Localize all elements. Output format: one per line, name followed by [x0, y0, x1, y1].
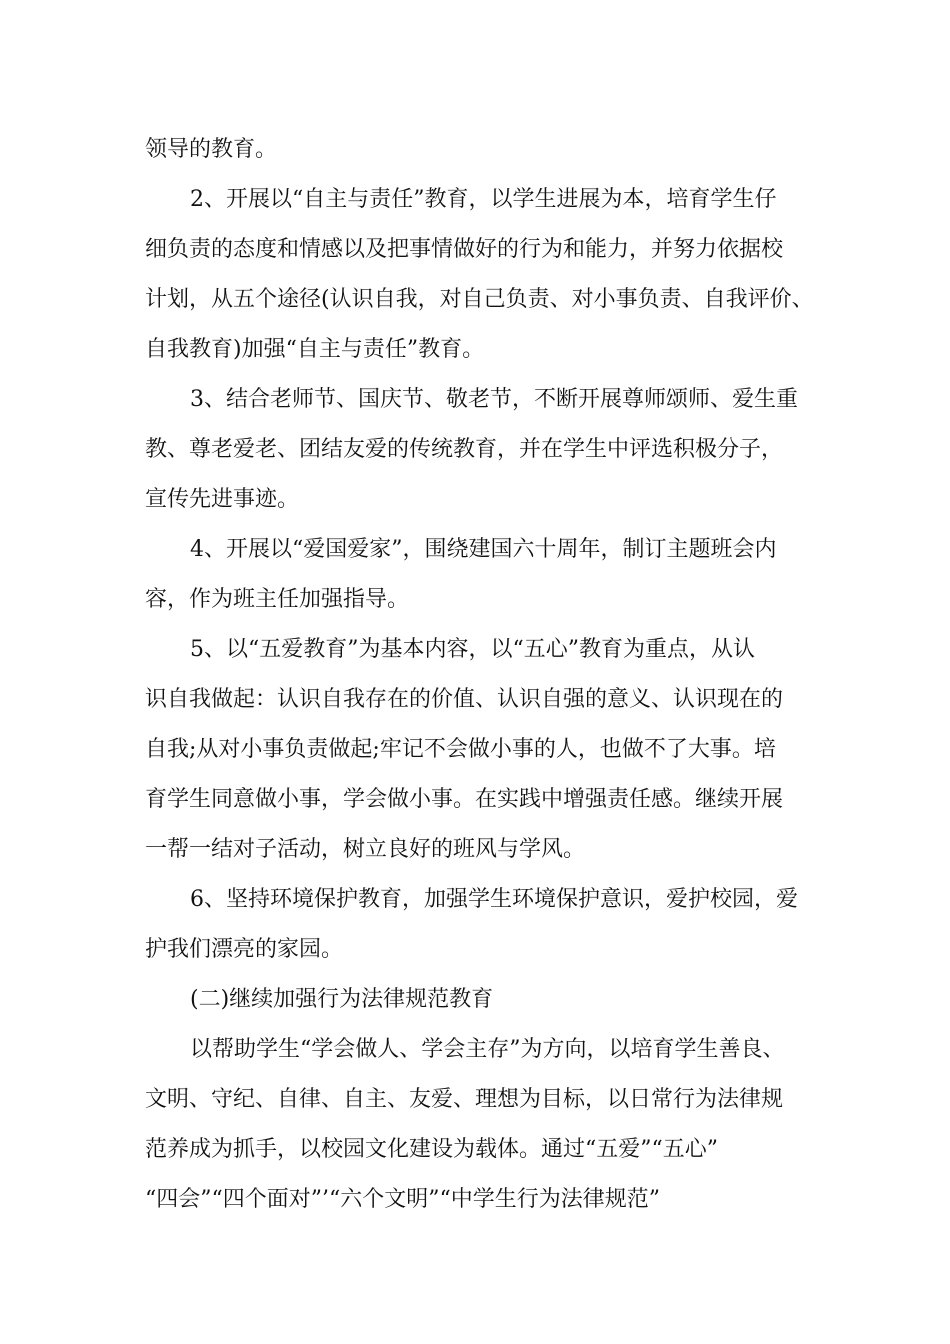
paragraph-2-line-4: 自我教育)加强“自主与责任”教育。 — [145, 337, 485, 362]
paragraph-2-line-1: 2、开展以“自主与责任”教育，以学生进展为本，培育学生仔 — [190, 187, 777, 212]
paragraph-6-line-2: 护我们漂亮的家园。 — [145, 937, 344, 962]
paragraph-6-line-1: 6、坚持环境保护教育，加强学生环境保护意识，爱护校园，爱 — [190, 887, 798, 912]
paragraph-3-line-1: 3、结合老师节、国庆节、敬老节，不断开展尊师颂师、爱生重 — [190, 387, 798, 412]
paragraph-5-line-4: 育学生同意做小事，学会做小事。在实践中增强责任感。继续开展 — [145, 787, 784, 812]
paragraph-2-line-3: 计划，从五个途径(认识自我，对自己负责、对小事负责、自我评价、 — [145, 287, 814, 312]
paragraph-2-line-2: 细负责的态度和情感以及把事情做好的行为和能力，并努力依据校 — [145, 237, 784, 262]
paragraph-4-line-1: 4、开展以“爱国爱家”，围绕建国六十周年，制订主题班会内 — [190, 537, 777, 562]
paragraph-7-line-1: 以帮助学生“学会做人、学会主存”为方向，以培育学生善良、 — [190, 1037, 785, 1062]
paragraph-7-line-2: 文明、守纪、自律、自主、友爱、理想为目标，以日常行为法律规 — [145, 1087, 784, 1112]
paragraph-5-line-2: 识自我做起：认识自我存在的价值、认识自强的意义、认识现在的 — [145, 687, 784, 712]
text-line-1: 领导的教育。 — [145, 137, 278, 162]
paragraph-7-line-4: “四会”“四个面对”’“六个文明”“中学生行为法律规范” — [145, 1187, 660, 1212]
section-heading: (二)继续加强行为法律规范教育 — [190, 987, 494, 1012]
paragraph-3-line-2: 教、尊老爱老、团结友爱的传统教育，并在学生中评选积极分子， — [145, 437, 784, 462]
paragraph-5-line-3: 自我;从对小事负责做起;牢记不会做小事的人，也做不了大事。培 — [145, 737, 776, 762]
paragraph-3-line-3: 宣传先进事迹。 — [145, 487, 300, 512]
paragraph-5-line-5: 一帮一结对子活动，树立良好的班风与学风。 — [145, 837, 586, 862]
paragraph-4-line-2: 容，作为班主任加强指导。 — [145, 587, 410, 612]
paragraph-7-line-3: 范养成为抓手，以校园文化建设为载体。通过“五爱”“五心” — [145, 1137, 718, 1162]
paragraph-5-line-1: 5、以“五爱教育”为基本内容，以“五心”教育为重点，从认 — [190, 637, 755, 662]
